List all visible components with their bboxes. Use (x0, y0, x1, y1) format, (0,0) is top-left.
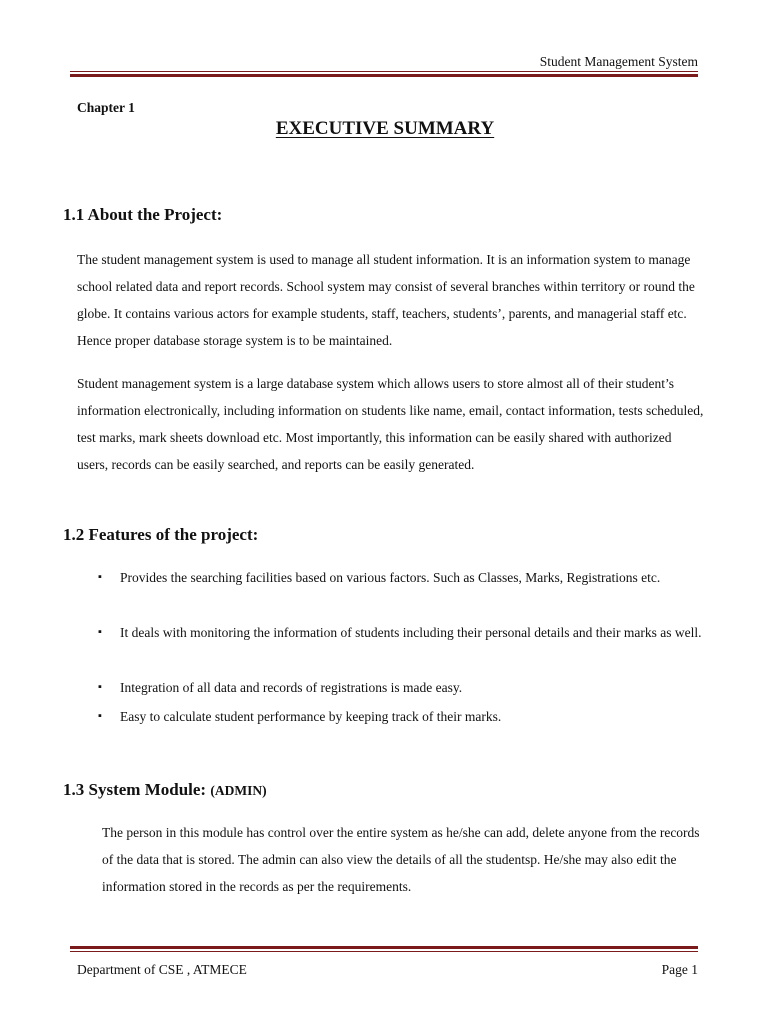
feature-list-item (98, 564, 702, 591)
footer-rule-thick (70, 946, 698, 949)
page-number: Page 1 (661, 962, 698, 977)
header-rule-thin (70, 71, 698, 72)
header-rule-thick (70, 74, 698, 77)
bullet-marker: ▪ (98, 681, 102, 693)
section-1-heading: 1.1 About the Project: (63, 205, 223, 224)
section-2-heading: 1.2 Features of the project: (63, 525, 259, 544)
page-title: EXECUTIVE SUMMARY (275, 118, 495, 139)
feature-list-item (98, 703, 702, 730)
section-1-paragraph-2: Student management system is a large database system which allows users to store almost all of their student’s information electronically, including information on students like name, email, contact information, tests scheduled, test marks, mark sheets download etc. Most importantly, this information can be easily shared with authorized users, records can be easily searched, and reports can be easily generated. (77, 376, 704, 472)
bullet-marker: ▪ (98, 710, 102, 722)
section-1-paragraph-1: The student management system is used to manage all student information. It is an information system to manage school related data and report records. School system may consist of several branches within territory or round the globe. It contains various actors for example students, staff, teachers, students’, parents, and managerial staff etc. Hence proper database storage system is to be maintained. (77, 252, 695, 348)
chapter-label: Chapter 1 (77, 100, 135, 115)
footer-rule-thin (70, 951, 698, 952)
section-3-heading (63, 780, 267, 800)
bullet-marker: ▪ (98, 626, 102, 638)
bullet-marker: ▪ (98, 571, 102, 583)
running-header: Student Management System (539, 54, 698, 69)
feature-text: It deals with monitoring the information of students including their personal details and their marks as well. (120, 625, 702, 640)
section-3-heading-suffix: (ADMIN) (210, 783, 267, 798)
feature-text: Easy to calculate student performance by keeping track of their marks. (120, 709, 502, 724)
footer-department: Department of CSE , ATMECE (77, 962, 247, 977)
feature-list-item (98, 674, 702, 701)
feature-text: Integration of all data and records of registrations is made easy. (120, 680, 463, 695)
feature-list-item (98, 619, 702, 646)
section-3-paragraph: The person in this module has control over the entire system as he/she can add, delete anyone from the records of the data that is stored. The admin can also view the details of all the studentsp. He/she may also edit the information stored in the records as per the requirements. (102, 825, 700, 894)
feature-text: Provides the searching facilities based on various factors. Such as Classes, Marks, Registrations etc. (120, 570, 661, 585)
section-3-heading-text: 1.3 System Module: (63, 780, 207, 799)
